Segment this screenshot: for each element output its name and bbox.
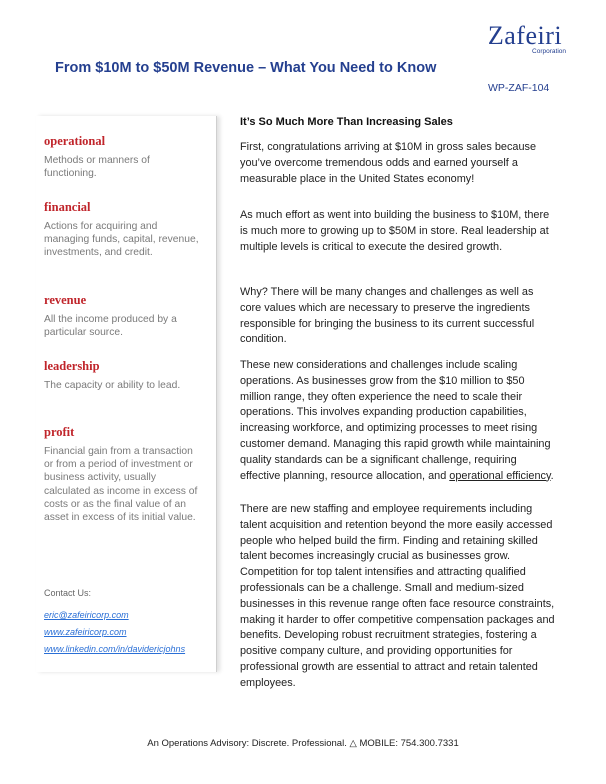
email-link[interactable]: eric@zafeiricorp.com bbox=[44, 610, 129, 620]
triangle-icon: △ bbox=[349, 738, 357, 749]
paragraph-congratulations: First, congratulations arriving at $10M in gross sales because you’ve overcome tremendous odds and earned yourself a measurable place in the United States economy! bbox=[240, 141, 537, 185]
glossary-definition: Methods or manners of functioning. bbox=[44, 155, 150, 180]
paragraph-end: . bbox=[550, 469, 554, 482]
glossary-entry-profit bbox=[44, 425, 204, 524]
glossary-entry-leadership bbox=[44, 359, 204, 392]
glossary-term: revenue bbox=[44, 293, 87, 307]
glossary-definition: Actions for acquiring and managing funds, capital, revenue, investments, and credit. bbox=[44, 221, 199, 259]
company-logo bbox=[470, 22, 580, 55]
glossary-term: operational bbox=[44, 134, 106, 148]
paragraph-scaling-operations bbox=[240, 358, 556, 484]
glossary-term: profit bbox=[44, 425, 75, 439]
contact-block bbox=[44, 588, 185, 661]
operational-efficiency-link[interactable]: operational efficiency bbox=[449, 469, 551, 482]
document-id: WP-ZAF-104 bbox=[488, 82, 550, 94]
logo-subtitle: Corporation bbox=[532, 48, 566, 55]
page-footer bbox=[0, 738, 606, 749]
paragraph-why: Why? There will be many changes and challenges as well as core values which are necessary to preserve the ingredients responsible for bringing the business to its current successful condition. bbox=[240, 286, 535, 346]
glossary-definition: The capacity or ability to lead. bbox=[44, 380, 181, 391]
website-link[interactable]: www.zafeiricorp.com bbox=[44, 627, 127, 637]
footer-mobile: MOBILE: 754.300.7331 bbox=[359, 738, 459, 749]
linkedin-link[interactable]: www.linkedin.com/in/davidericjohns bbox=[44, 644, 186, 654]
glossary-entry-operational bbox=[44, 134, 204, 180]
glossary-definition: All the income produced by a particular source. bbox=[44, 314, 177, 339]
glossary-term: financial bbox=[44, 200, 91, 214]
paragraph-text: These new considerations and challenges include scaling operations. As businesses grow from the $10 million to $50 million range, they often experience the need to scale their operations. This involves expanding production capabilities, increasing workforce, and optimizing processes to meet rising customer demand. Managing this rapid growth while maintaining quality standards can be a significant challenge, requiring effective planning, resource allocation, and bbox=[240, 359, 551, 482]
paragraph-growth: As much effort as went into building the business to $10M, there is much more to growing up to $50M in store. Real leadership at multiple levels is critical to execute the desired growth. bbox=[240, 209, 550, 253]
section-heading: It’s So Much More Than Increasing Sales bbox=[240, 116, 453, 128]
contact-label: Contact Us: bbox=[44, 588, 92, 598]
footer-tagline: An Operations Advisory: Discrete. Professional. bbox=[147, 738, 347, 749]
logo-name: Zafeiri bbox=[487, 21, 563, 50]
document-title: From $10M to $50M Revenue – What You Need to Know bbox=[55, 60, 437, 76]
glossary-term: leadership bbox=[44, 359, 100, 373]
paragraph-staffing: There are new staffing and employee requirements including talent acquisition and retention beyond the more easily accessed people who helped build the firm. Finding and retaining skilled talent becomes increasingly crucial as businesses grow. Competition for top talent intensifies and attracting qualified professionals can be a challenge. Small and medium-sized businesses in this revenue range often face resource constraints, making it harder to offer competitive compensation packages and benefits. Developing robust recruitment strategies, fostering a positive company culture, and providing opportunities for professional growth are essential to attract and retain talented employees. bbox=[240, 503, 555, 689]
article-body bbox=[240, 116, 556, 689]
glossary-entry-financial bbox=[44, 200, 204, 260]
glossary-definition: Financial gain from a transaction or from a period of investment or business activity, usually calculated as income in excess of costs or as the final value of an asset in excess of its initial value. bbox=[44, 446, 198, 524]
glossary-sidebar bbox=[36, 116, 217, 672]
glossary-entry-revenue bbox=[44, 293, 204, 339]
